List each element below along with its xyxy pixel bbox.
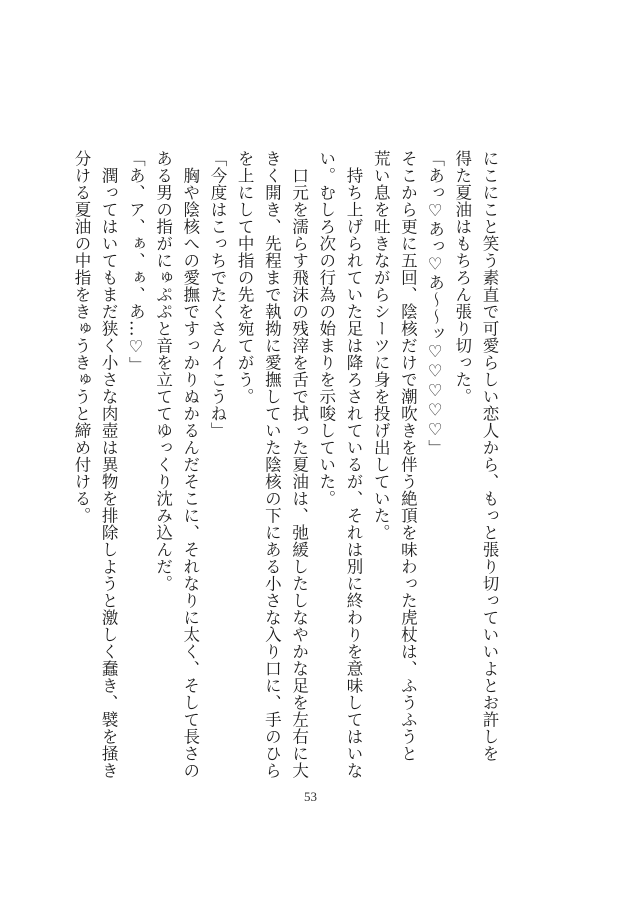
text-line: きく開き、先程まで執拗に愛撫していた陰核の下にある小さな入り口に、手のひら — [262, 150, 282, 779]
page-number: 53 — [304, 789, 317, 804]
text-line: そこから更に五回、陰核だけで潮吹きを伴う絶頂を味わった虎杖は、ふうふうと — [398, 150, 418, 762]
text-line: 分ける夏油の中指をきゅうきゅうと締め付ける。 — [71, 150, 91, 524]
text-line: 「あっ♡あっ♡あ〜〜ッ♡♡♡♡♡」 — [425, 150, 445, 457]
vertical-text-body — [68, 150, 503, 779]
text-line: 荒い息を吐きながらシーツに身を投げ出していた。 — [371, 150, 391, 541]
text-line: にこにこと笑う素直で可愛らしい恋人から、もっと張り切っていいよとお許しを — [480, 150, 499, 762]
text-line: い。むしろ次の行為の始まりを示唆していた。 — [316, 150, 336, 507]
text-line: を上にして中指の先を宛てがう。 — [235, 150, 255, 405]
text-line: 胸や陰核への愛撫ですっかりぬかるんだそこに、それなりに太く、そして長さの — [180, 150, 200, 779]
text-line: 潤ってはいてもまだ狭く小さな肉壺は異物を排除しようと激しく蠢き、襞を掻き — [99, 150, 119, 779]
text-line: 得た夏油はもちろん張り切った。 — [452, 150, 472, 405]
text-line: 持ち上げられていた足は降ろされているが、それは別に終わりを意味してはいな — [343, 150, 363, 779]
text-line: ある男の指がにゅぷぷと音を立ててゆっくり沈み込んだ。 — [153, 150, 173, 592]
text-line: 口元を濡らす飛沫の残滓を舌で拭った夏油は、弛緩したしなやかな足を左右に大 — [289, 150, 309, 779]
text-line: 「あ、ア、ぁ、ぁ、あ…♡」 — [126, 150, 146, 374]
text-line: 「今度はこっちでたくさんイこうね」 — [207, 150, 227, 439]
